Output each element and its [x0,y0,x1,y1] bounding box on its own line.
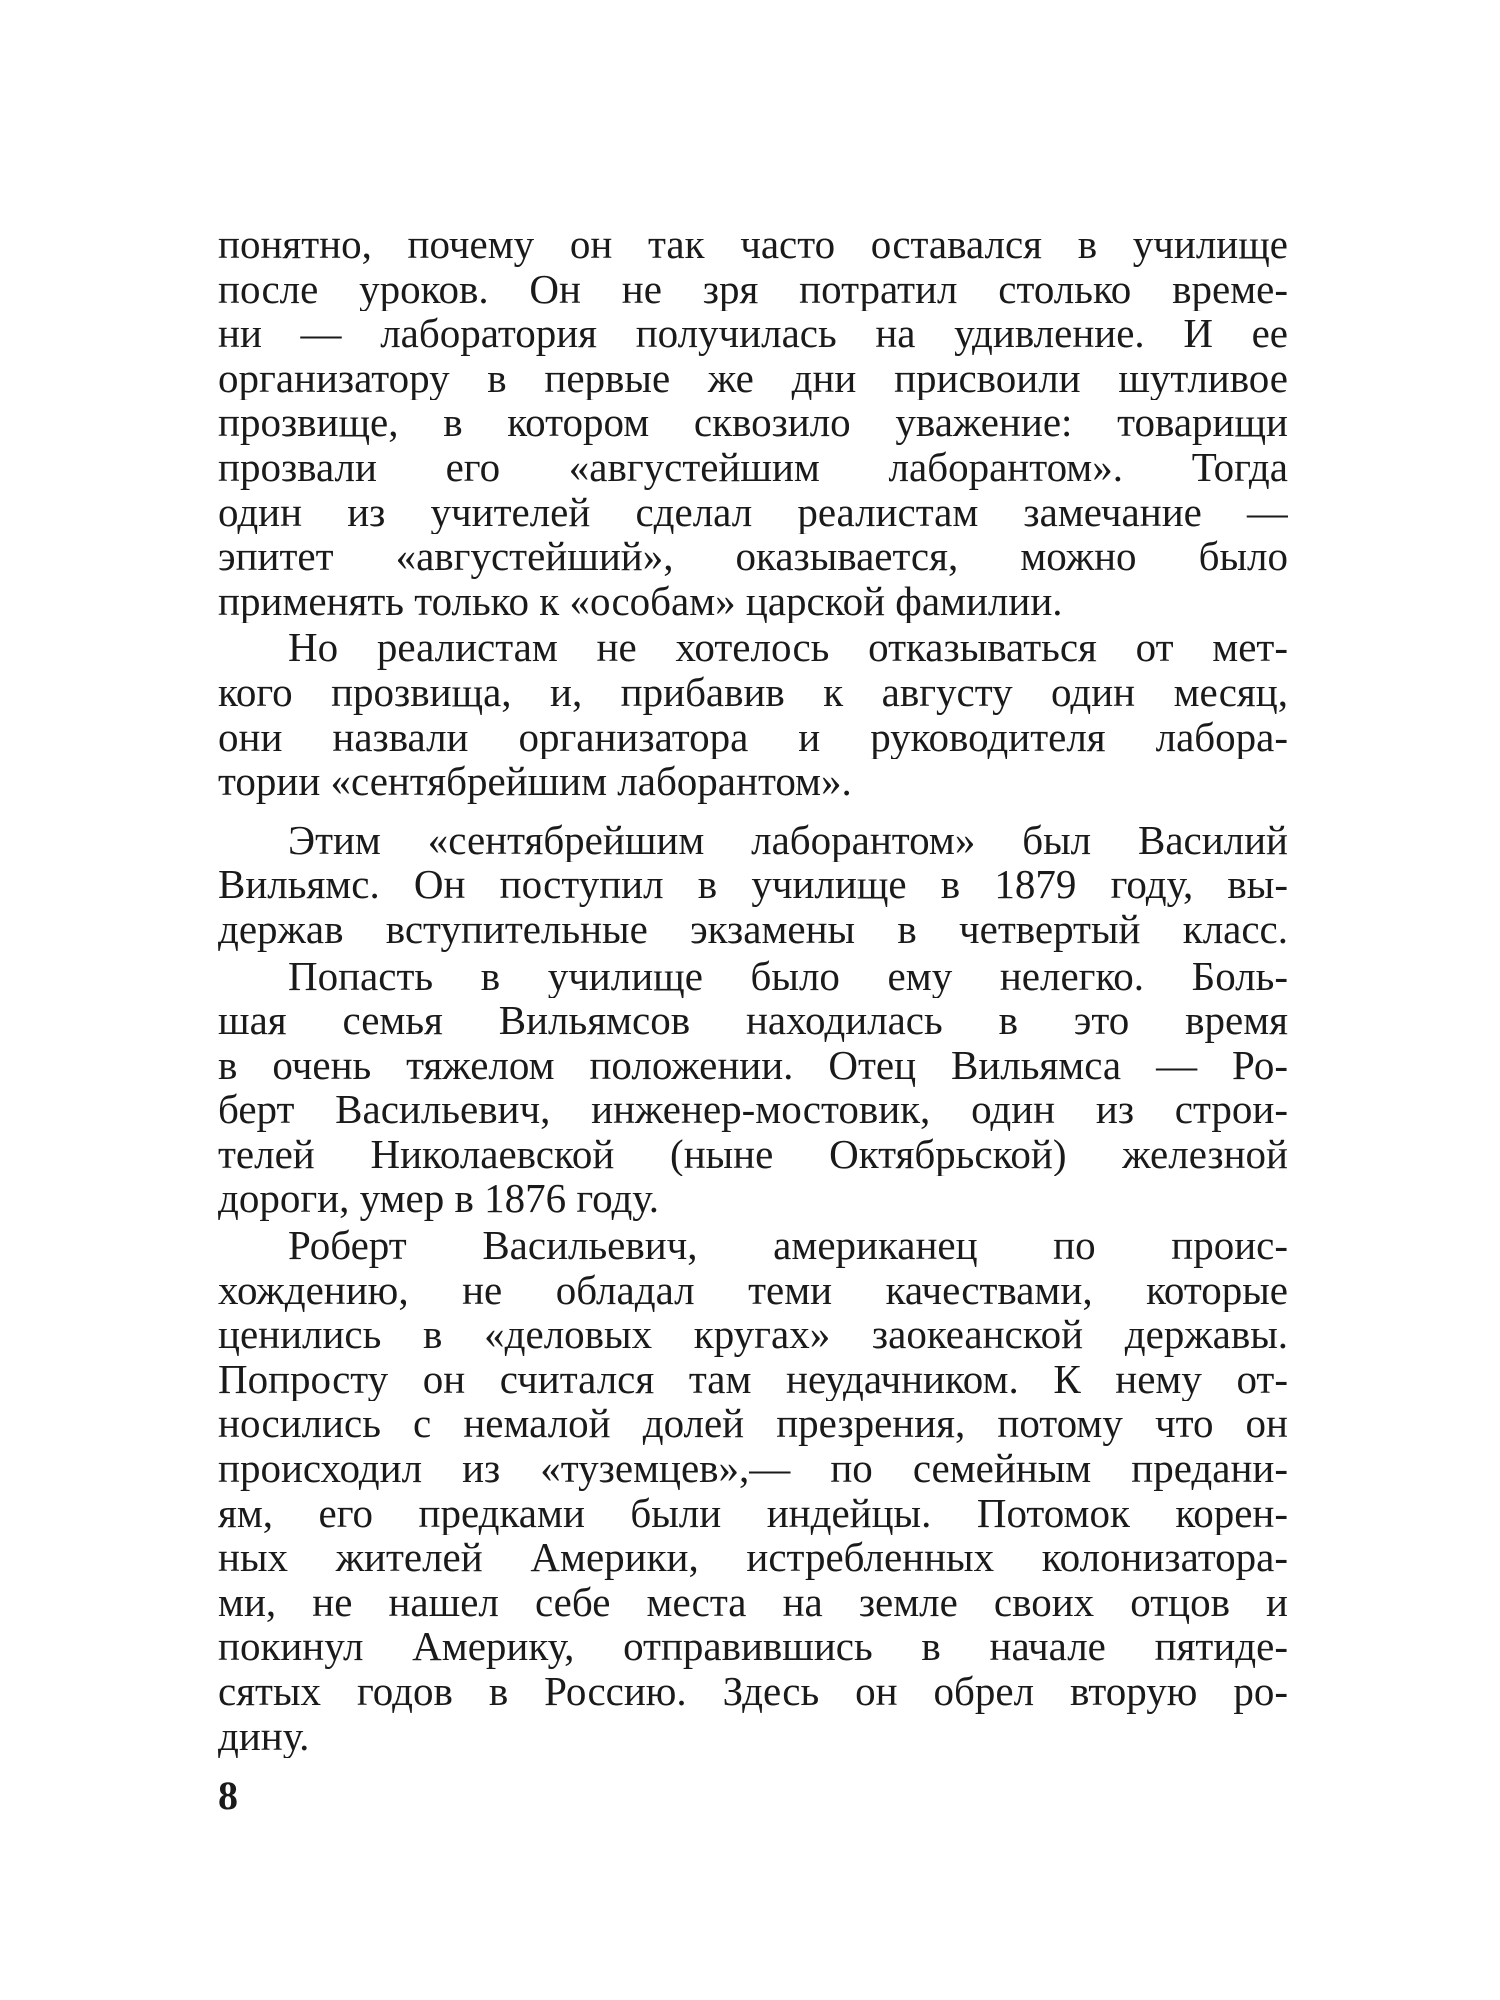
text-line: Но реалистам не хотелось отказываться от мет- [288,625,1288,670]
text-line: телей Николаевской (ныне Октябрьской) железной [218,1131,1288,1177]
text-line: дороги, умер в 1876 году. [218,1176,659,1222]
text-line: держав вступительные экзамены в четвертый класс. [218,906,1288,952]
paragraph-3 [218,818,1288,952]
text-line: ми, не нашел себе места на земле своих отцов и [218,1579,1288,1625]
text-line: ям, его предками были индейцы. Потомок корен- [218,1490,1288,1536]
text-line: тории «сентябрейшим лаборантом». [218,759,852,804]
text-line: применять только к «особам» царской фамилии. [218,578,1063,624]
text-line: ных жителей Америки, истребленных колонизатора- [218,1535,1288,1580]
page-number: 8 [218,1773,238,1818]
text-line: сятых годов в Россию. Здесь он обрел вторую ро- [218,1669,1288,1714]
paragraph-5 [218,1223,1288,1758]
text-line: Этим «сентябрейшим лаборантом» был Василий [288,817,1288,863]
text-line: кого прозвища, и, прибавив к августу один месяц, [218,669,1288,715]
text-line: понятно, почему он так часто оставался в училище [218,222,1288,267]
text-line: после уроков. Он не зря потратил столько време- [218,266,1288,312]
text-line: Попасть в училище было ему нелегко. Боль- [288,953,1288,999]
text-line: ценились в «деловых кругах» заокеанской державы. [218,1312,1288,1357]
text-line: ни — лаборатория получилась на удивление. И ее [218,311,1288,356]
text-line: Роберт Васильевич, американец по проис- [288,1223,1288,1268]
text-line: в очень тяжелом положении. Отец Вильямса — Ро- [218,1042,1288,1088]
text-line: прозвали его «августейшим лаборантом». Тогда [218,444,1288,490]
text-line: они назвали организатора и руководителя лабора- [218,714,1288,760]
text-line: прозвище, в котором сквозило уважение: товарищи [218,400,1288,445]
text-line: хождению, не обладал теми качествами, которые [218,1267,1288,1313]
text-line: эпитет «августейший», оказывается, можно было [218,534,1288,579]
text-line: происходил из «туземцев»,— по семейным предани- [218,1446,1288,1491]
text-line: организатору в первые же дни присвоили шутливое [218,355,1288,401]
text-line: шая семья Вильямсов находилась в это время [218,998,1288,1043]
text-line: дину. [218,1713,310,1759]
paragraph-4 [218,954,1288,1222]
body-text [218,222,1288,1758]
text-line: носились с немалой долей презрения, потому что он [218,1401,1288,1447]
paragraph-2 [218,625,1288,803]
text-line: один из учителей сделал реалистам замечание — [218,489,1288,535]
text-line: берт Васильевич, инженер-мостовик, один из строи- [218,1087,1288,1132]
text-line: Попросту он считался там неудачником. К нему от- [218,1356,1288,1402]
paragraph-1 [218,222,1288,623]
text-line: покинул Америку, отправившись в начале пятиде- [218,1624,1288,1669]
text-line: Вильямс. Он поступил в училище в 1879 году, вы- [218,862,1288,907]
